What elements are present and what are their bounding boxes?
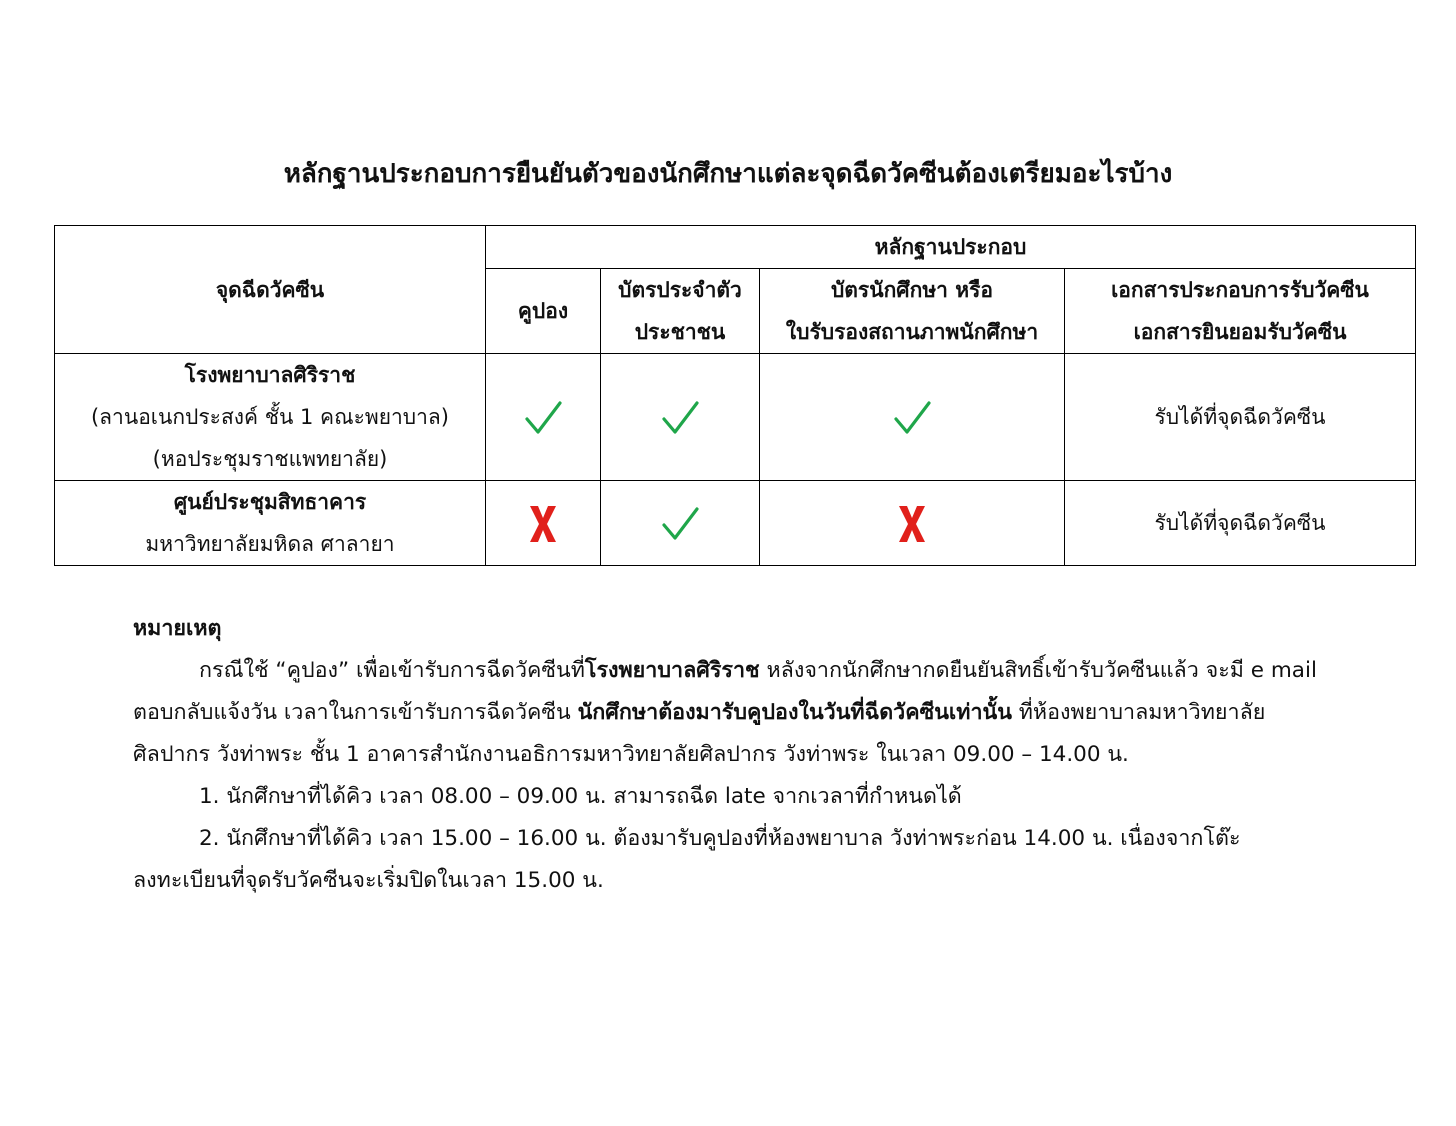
idcard-cell — [601, 481, 760, 566]
table-row — [55, 354, 1416, 481]
check-icon — [660, 504, 700, 544]
notes-heading: หมายเหตุ — [133, 616, 222, 641]
student-card-cell — [760, 354, 1065, 481]
header-docs-line1: เอกสารประกอบการรับวัคซีน — [1111, 278, 1369, 302]
idcard-cell — [601, 354, 760, 481]
notes-emphasis: นักศึกษาต้องมารับคูปองในวันที่ฉีดวัคซีนเท่านั้น — [577, 700, 1012, 725]
header-row-1 — [55, 226, 1416, 269]
check-icon — [523, 398, 563, 438]
site-detail: (หอประชุมราชแพทยาลัย) — [152, 447, 388, 471]
notes-item-2: 2. นักศึกษาที่ได้คิว เวลา 15.00 – 16.00 น. ต้องมารับคูปองที่ห้องพยาบาล วังท่าพระก่อน 14.00 น. เนื่องจากโต๊ะ — [199, 826, 1241, 851]
notes-section — [133, 608, 1323, 902]
header-idcard-line1: บัตรประจำตัว — [618, 278, 742, 302]
notes-text: ที่ห้องพยาบาลมหาวิทยาลัย — [1011, 700, 1266, 725]
notes-text: กรณีใช้ “คูปอง” เพื่อเข้ารับการฉีดวัคซีนที่ — [199, 658, 585, 683]
notes-paragraph-line: ศิลปากร วังท่าพระ ชั้น 1 อาคารสำนักงานอธิการมหาวิทยาลัยศิลปากร วังท่าพระ ในเวลา 09.00 – 14.00 น. — [133, 742, 1129, 767]
evidence-table — [54, 225, 1416, 566]
header-student-line1: บัตรนักศึกษา หรือ — [830, 278, 994, 302]
notes-text: หลังจากนักศึกษากดยืนยันสิทธิ์เข้ารับวัคซีนแล้ว จะมี e mail — [759, 658, 1317, 683]
header-coupon-label: คูปอง — [517, 299, 569, 323]
site-name: โรงพยาบาลศิริราช — [184, 363, 356, 387]
header-documents — [1065, 269, 1416, 354]
header-student-card — [760, 269, 1065, 354]
site-cell — [55, 354, 486, 481]
site-cell — [55, 481, 486, 566]
notes-paragraph-line — [133, 692, 1323, 734]
notes-paragraph-line — [133, 650, 1323, 692]
table-row — [55, 481, 1416, 566]
header-evidence-group — [486, 226, 1416, 269]
site-detail: (ลานอเนกประสงค์ ชั้น 1 คณะพยาบาล) — [90, 405, 449, 429]
documents-cell — [1065, 481, 1416, 566]
notes-emphasis: โรงพยาบาลศิริราช — [584, 658, 760, 683]
notes-item-2-continued: ลงทะเบียนที่จุดรับวัคซีนจะเริ่มปิดในเวลา 15.00 น. — [133, 868, 604, 893]
documents-cell — [1065, 354, 1416, 481]
coupon-cell — [486, 481, 601, 566]
header-idcard — [601, 269, 760, 354]
header-docs-line2: เอกสารยินยอมรับวัคซีน — [1133, 320, 1347, 344]
header-student-line2: ใบรับรองสถานภาพนักศึกษา — [785, 320, 1039, 344]
header-site-label: จุดฉีดวัคซีน — [215, 277, 325, 302]
student-card-cell — [760, 481, 1065, 566]
documents-note: รับได้ที่จุดฉีดวัคซีน — [1154, 405, 1326, 429]
cross-icon — [897, 504, 927, 544]
documents-note: รับได้ที่จุดฉีดวัคซีน — [1154, 511, 1326, 535]
page-title: หลักฐานประกอบการยืนยันตัวของนักศึกษาแต่ละจุดฉีดวัคซีนต้องเตรียมอะไรบ้าง — [283, 159, 1173, 189]
header-coupon — [486, 269, 601, 354]
header-evidence-label: หลักฐานประกอบ — [874, 235, 1027, 259]
coupon-cell — [486, 354, 601, 481]
header-site — [55, 226, 486, 354]
check-icon — [892, 398, 932, 438]
header-idcard-line2: ประชาชน — [634, 320, 726, 344]
site-detail: มหาวิทยาลัยมหิดล ศาลายา — [145, 532, 395, 556]
notes-text: ตอบกลับแจ้งวัน เวลาในการเข้ารับการฉีดวัคซีน — [133, 700, 578, 725]
site-name: ศูนย์ประชุมสิทธาคาร — [173, 490, 367, 514]
notes-item-1: 1. นักศึกษาที่ได้คิว เวลา 08.00 – 09.00 น. สามารถฉีด late จากเวลาที่กำหนดได้ — [199, 784, 962, 809]
cross-icon — [528, 504, 558, 544]
check-icon — [660, 398, 700, 438]
